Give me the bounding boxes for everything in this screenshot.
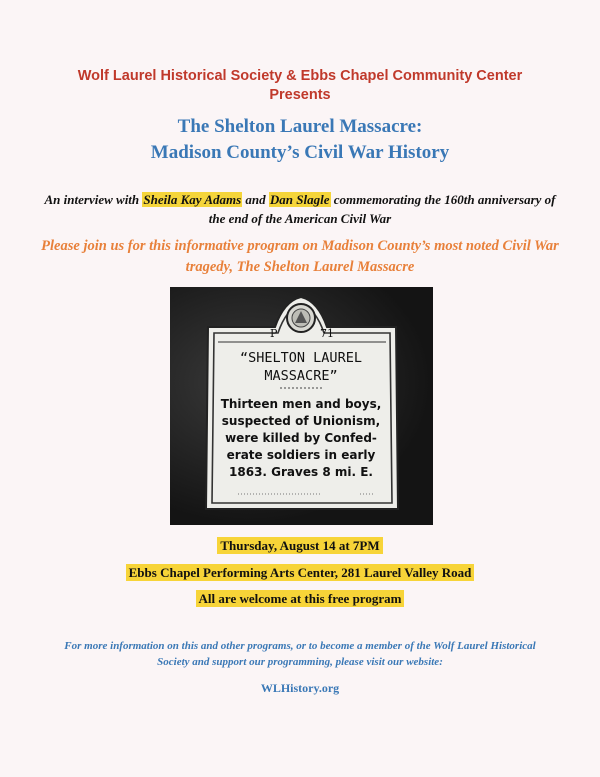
marker-number: 71 bbox=[320, 327, 334, 340]
marker-body-line-3: were killed by Confed- bbox=[225, 431, 377, 445]
presents-text: Presents bbox=[269, 87, 331, 103]
interview-and: and bbox=[242, 192, 269, 207]
event-date-text: Thursday, August 14 at 7PM bbox=[217, 537, 382, 554]
marker-body-line-2: suspected of Unionism, bbox=[221, 414, 381, 428]
marker-body-line-4: erate soldiers in early bbox=[226, 448, 376, 462]
interview-description bbox=[40, 190, 560, 228]
event-date bbox=[0, 538, 600, 554]
title-line-2: Madison County’s Civil War History bbox=[150, 142, 450, 163]
historical-marker-photo bbox=[170, 287, 433, 525]
program-title bbox=[0, 114, 600, 166]
marker-number-letter: P bbox=[270, 327, 278, 340]
more-info-text: For more information on this and other programs, or to become a member of the Wolf Laurel Historical Society and support our programming, please visit our website: bbox=[64, 640, 536, 668]
event-location-text: Ebbs Chapel Performing Arts Center, 281 Laurel Valley Road bbox=[126, 564, 475, 581]
title-line-1: The Shelton Laurel Massacre: bbox=[177, 116, 423, 137]
website-link[interactable]: WLHistory.org bbox=[260, 681, 340, 695]
interview-suffix: commemorating the 160th anniversary of the end of the American Civil War bbox=[208, 192, 556, 226]
event-admission-text: All are welcome at this free program bbox=[196, 590, 405, 607]
marker-sign bbox=[170, 287, 433, 525]
marker-body-line-5: 1863. Graves 8 mi. E. bbox=[229, 465, 373, 479]
interview-prefix: An interview with bbox=[44, 192, 143, 207]
speaker-dan-slagle: Dan Slagle bbox=[269, 192, 330, 207]
organizers-text: Wolf Laurel Historical Society & Ebbs Chapel Community Center bbox=[77, 68, 523, 84]
invitation-text: Please join us for this informative program on Madison County’s most noted Civil War tragedy, The Shelton Laurel Massacre bbox=[41, 238, 559, 275]
event-location bbox=[0, 565, 600, 581]
organizer-heading bbox=[0, 67, 600, 105]
marker-heading-line-1: “SHELTON LAUREL bbox=[240, 350, 362, 366]
marker-body-line-1: Thirteen men and boys, bbox=[220, 397, 382, 411]
marker-heading-line-2: MASSACRE” bbox=[264, 368, 338, 384]
event-admission bbox=[0, 591, 600, 607]
speaker-sheila-kay-adams: Sheila Kay Adams bbox=[143, 192, 242, 207]
